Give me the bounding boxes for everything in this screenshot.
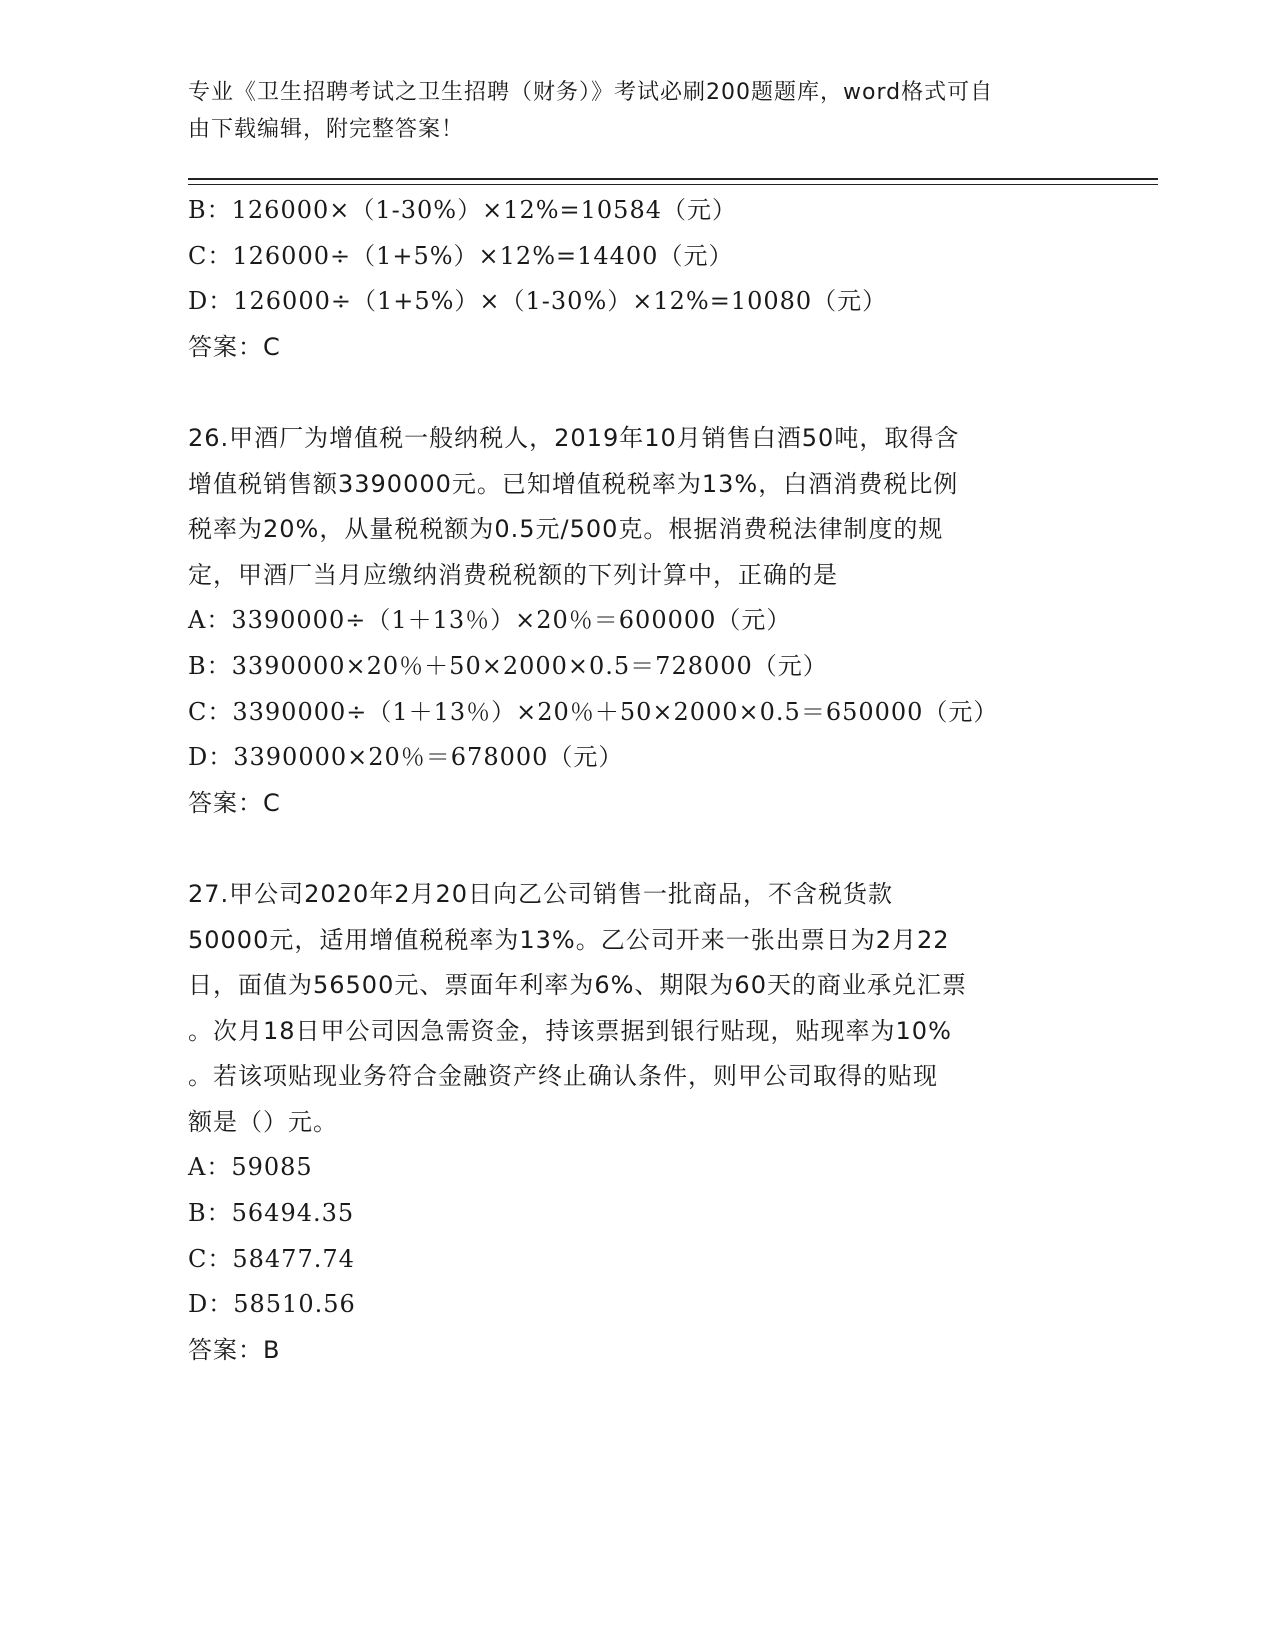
q27-stem-line: 日，面值为56500元、票面年利率为6%、期限为60天的商业承兑汇票 [188,971,967,1000]
q27-option-d: D：58510.56 [188,1290,356,1319]
q27-stem-line: 27.甲公司2020年2月20日向乙公司销售一批商品，不含税货款 [188,879,894,908]
q25-answer: 答案：C [188,332,281,361]
header-rule-thick [188,178,1158,180]
header-line-1: 专业《卫生招聘考试之卫生招聘（财务）》考试必刷200题题库，word格式可自 [188,80,994,105]
q26-stem-line: 26.甲酒厂为增值税一般纳税人，2019年10月销售白酒50吨，取得含 [188,423,960,452]
header-rule-thin [188,184,1158,185]
q27-stem-line: 额是（）元。 [188,1107,338,1136]
question-spacer [188,826,1088,872]
q26-stem-line: 税率为20%，从量税税额为0.5元/500克。根据消费税法律制度的规 [188,515,944,544]
q25-option-b: B：126000×（1-30%）×12%=10584（元） [188,196,737,224]
q27-stem-line: 。次月18日甲公司因急需资金，持该票据到银行贴现，贴现率为10% [188,1016,952,1045]
q27-option-b: B：56494.35 [188,1199,355,1228]
header-line-2: 由下载编辑，附完整答案！ [188,117,465,142]
q27-stem-line: 50000元，适用增值税税率为13%。乙公司开来一张出票日为2月22 [188,925,950,954]
q26-answer: 答案：C [188,788,281,817]
q27-stem-line: 。若该项贴现业务符合金融资产终止确认条件，则甲公司取得的贴现 [188,1062,938,1091]
q25-option-c: C：126000÷（1+5%）×12%=14400（元） [188,241,734,270]
q27-option-a: A：59085 [188,1153,313,1182]
q26-stem-line: 增值税销售额3390000元。已知增值税税率为13%，白酒消费税比例 [188,469,959,498]
q26-option-b: B：3390000×20％＋50×2000×0.5＝728000（元） [188,651,828,680]
q26-option-d: D：3390000×20％＝678000（元） [188,743,624,772]
q26-option-a: A：3390000÷（1＋13％）×20％＝600000（元） [188,606,792,635]
q25-option-d: D：126000÷（1+5%）×（1-30%）×12%=10080（元） [188,287,888,316]
document-header [188,74,1088,148]
q26-option-c: C：3390000÷（1＋13％）×20％＋50×2000×0.5＝650000（元） [188,697,999,726]
q27-option-c: C：58477.74 [188,1244,355,1273]
q27-answer: 答案：B [188,1335,281,1364]
document-body [188,188,1088,1373]
question-spacer [188,370,1088,416]
q26-stem-line: 定，甲酒厂当月应缴纳消费税税额的下列计算中，正确的是 [188,560,838,589]
